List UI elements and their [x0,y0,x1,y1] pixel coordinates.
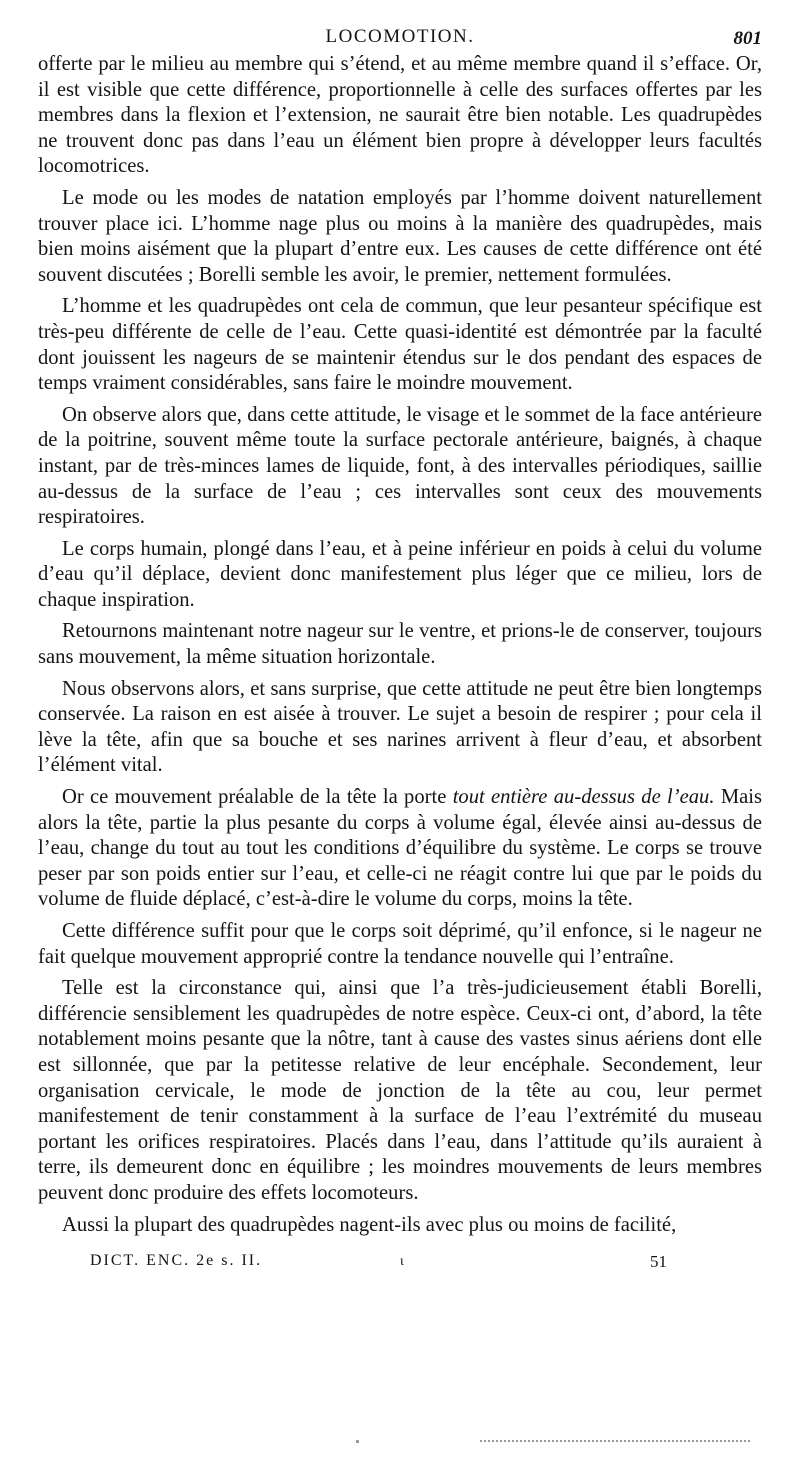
paragraph-text: Or ce mouvement préalable de la tête la porte [62,786,453,809]
printer-mark: ι [400,1254,404,1270]
paragraph: Cette différence suffit pour que le corps soit déprimé, qu’il enfonce, si le nageur ne fait quelque mouvement approprié contre la tendance nouvelle qui l’entraîne. [38,920,762,968]
paragraph: Aussi la plupart des quadrupèdes nagent-ils avec plus ou moins de facilité, [62,1213,677,1236]
paragraph: Le corps humain, plongé dans l’eau, et à peine inférieur en poids à celui du volume d’eau qu’il déplace, devient donc manifestement plus léger que ce milieu, lors de chaque inspiration. [38,537,762,611]
paragraph: offerte par le milieu au membre qui s’étend, et au même membre quand il s’efface. Or, il est visible que cette différence, proportionnelle à celle des surfaces offertes par les membres dans la flexion et l’extension, ne saurait être bien notable. Les quadrupèdes ne trouvent donc pas dans l’eau un élément bien propre à développer leurs facultés locomotrices. [38,53,762,178]
paragraph: L’homme et les quadrupèdes ont cela de commun, que leur pesanteur spécifique est très-peu différente de celle de l’eau. Cette quasi-identité est démontrée par la faculté dont jouissent les nageurs de se maintenir étendus sur le dos pendant des espaces de temps vraiment considérables, sans faire le moindre mouvement. [38,295,762,395]
page-number: 801 [733,28,762,49]
paragraph: Le mode ou les modes de natation employés par l’homme doivent naturellement trouver place ici. L’homme nage plus ou moins à la manière des quadrupèdes, mais bien moins aisément que la plupart d’entre eux. Les causes de cette différence ont été souvent discutées ; Borelli semble les avoir, le premier, nettement formulées. [38,186,762,286]
running-title: LOCOMOTION. [325,26,475,47]
page-footer [38,1244,762,1274]
paragraph: Telle est la circonstance qui, ainsi que l’a très-judicieusement établi Borelli, différencie sensiblement les quadrupèdes de notre espèce. Ceux-ci ont, d’abord, la tête notablement moins pesante que la nôtre, tant à cause des vastes sinus aériens dont elle est sillonnée, que par la petitesse relative de leur encéphale. Secondement, leur organisation cervicale, le mode de jonction de la tête au cou, leur permet manifestement de tenir constamment à la surface de l’eau l’extrémité du museau portant les orifices respiratoires. Placés dans l’eau, dans l’attitude qu’ils auraient à terre, ils demeurent donc en équilibre ; les moindres mouvements de leurs membres peuvent donc produire des effets locomoteurs. [38,977,762,1204]
body-text [38,52,762,1238]
scan-artifact [480,1440,750,1445]
sheet-number: 51 [650,1252,667,1272]
paragraph [38,785,762,913]
paragraph: Nous observons alors, et sans surprise, que cette attitude ne peut être bien longtemps conservée. La raison en est aisée à trouver. Le sujet a besoin de respirer ; pour cela il lève la tête, afin que sa bouche et ses narines arrivent à fleur d’eau, et absorbent l’élément vital. [38,677,762,777]
paragraph-text: Mais alors la tête, partie la plus pesante du corps à volume égal, élevée ainsi au-dessus de l’eau, change du tout au tout les conditions d’équilibre du système. Le corps se trouve peser par son poids entier sur l’eau, et celle-ci ne réagit contre lui que par le poids du volume de fluide déplacé, c’est-à-dire le volume du corps, moins la tête. [38,786,763,911]
page-header [38,22,762,52]
paragraph: Retournons maintenant notre nageur sur le ventre, et prions-le de conserver, toujours sans mouvement, la même situation horizontale. [38,620,762,669]
scan-artifact [356,1440,359,1443]
printer-signature: DICT. ENC. 2e s. II. [90,1252,263,1270]
book-page [38,22,762,1274]
emphasis-text: tout entière au-dessus de l’eau. [452,786,715,809]
paragraph: On observe alors que, dans cette attitude, le visage et le sommet de la face antérieure de la poitrine, souvent même toute la surface pectorale antérieure, baignés, à chaque instant, par de très-minces lames de liquide, font, à des intervalles périodiques, saillie au-dessus de la surface de l’eau ; ces intervalles sont ceux des mouvements respiratoires. [38,403,762,529]
